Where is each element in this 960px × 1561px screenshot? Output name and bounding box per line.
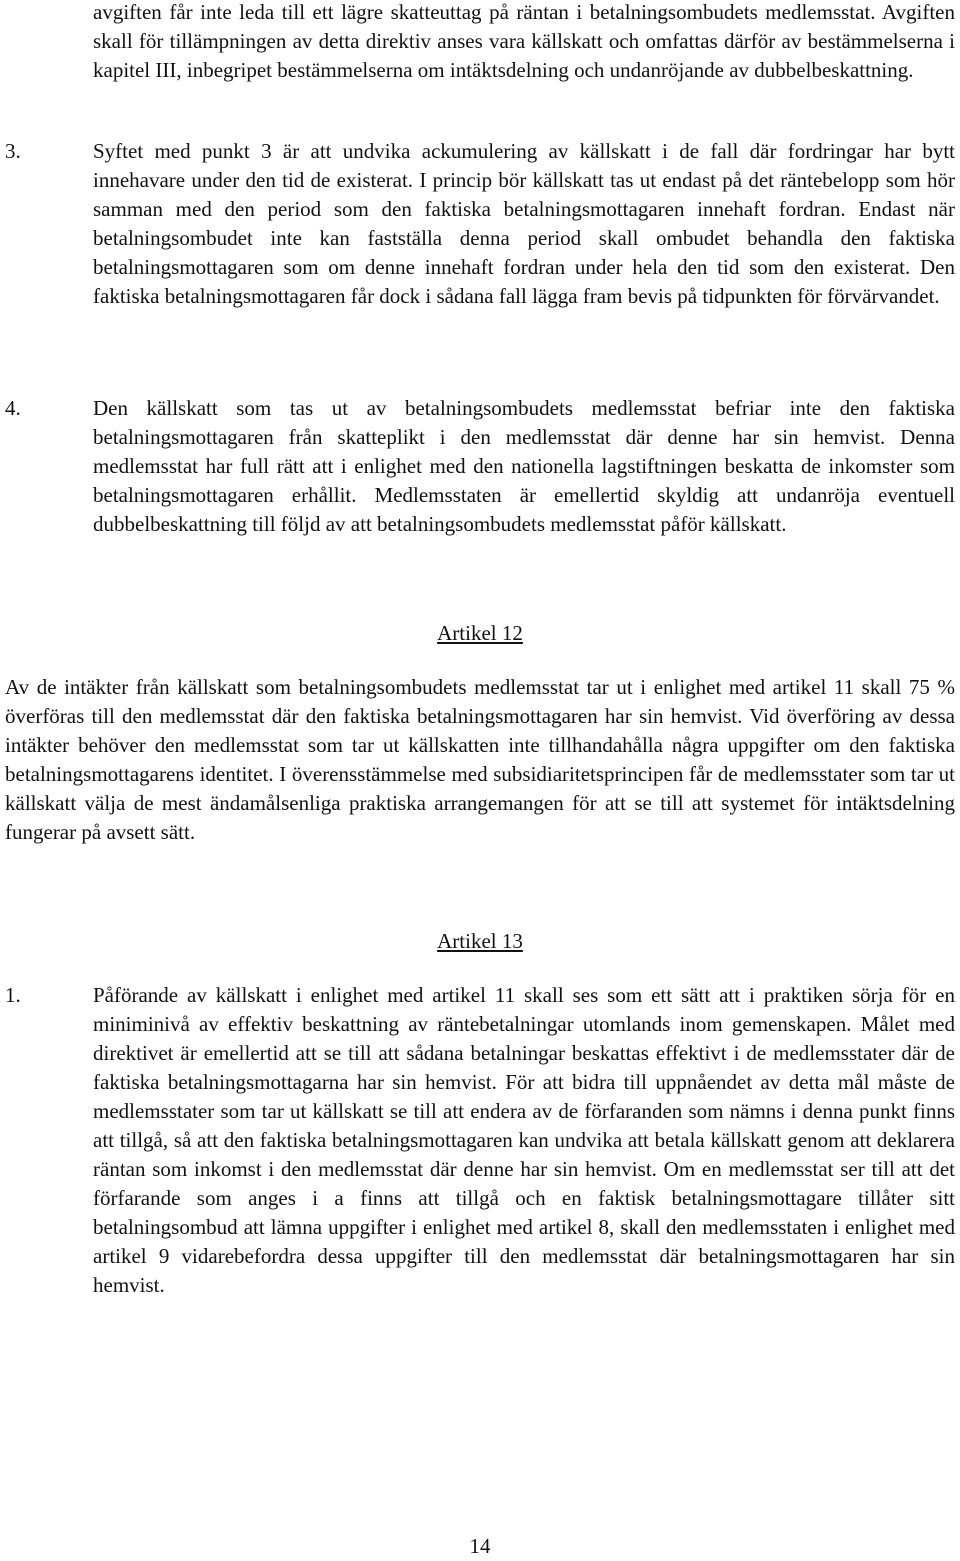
point-4-paragraph: Den källskatt som tas ut av betalningsombudets medlemsstat befriar inte den faktiska betalningsmottagaren från skatteplikt i den medlemsstat där denne har sin hemvist. Denna medlemsstat har full rätt att i enlighet med den nationella lagstiftningen beskatta de inkomster som betalningsmottagaren erhållit. Medlemsstaten är emellertid skyldig att undanröja eventuell dubbelbeskattning till följd av att betalningsombudets medlemsstat påför källskatt. xyxy=(93,396,955,536)
article-12-heading: Artikel 12 xyxy=(437,621,523,645)
intro-paragraph: avgiften får inte leda till ett lägre skatteuttag på räntan i betalningsombudets medlemsstat. Avgiften skall för tillämpningen av detta direktiv anses vara källskatt och omfattas därför av bestämmelserna i kapitel III, inbegripet bestämmelserna om intäktsdelning och undanröjande av dubbelbeskattning. xyxy=(93,0,955,82)
article-13-heading: Artikel 13 xyxy=(437,929,523,953)
article-13-point-1-paragraph: Påförande av källskatt i enlighet med artikel 11 skall ses som ett sätt att i praktiken sörja för en miniminivå av effektiv beskattning av räntebetalningar utomlands inom gemenskapen. Målet med direktivet är emellertid att se till att sådana betalningar beskattas effektivt i de medlemsstater där de faktiska betalningsmottagarna har sin hemvist. För att bidra till uppnåendet av detta mål måste de medlemsstater som tar ut källskatt se till att endera av de förfaranden som nämns i denna punkt finns att tillgå, så att den faktiska betalningsmottagaren kan undvika att betala källskatt genom att deklarera räntan som inkomst i den medlemsstat där denne har sin hemvist. Om en medlemsstat ser till att det förfarande som anges i a finns att tillgå och en faktisk betalningsmottagare tillåter sitt betalningsombud att lämna uppgifter i enlighet med artikel 8, skall den medlemsstaten i enlighet med artikel 9 vidarebefordra dessa uppgifter till den medlemsstat där betalningsmottagaren har sin hemvist. xyxy=(93,983,955,1297)
point-3-paragraph: Syftet med punkt 3 är att undvika ackumulering av källskatt i de fall där fordringar har bytt innehavare under den tid de existerat. I princip bör källskatt tas ut endast på det räntebelopp som hör samman med den period som den faktiska betalningsmottagaren innehaft fordran. Endast när betalningsombudet inte kan fastställa denna period skall ombudet behandla den faktiska betalningsmottagaren som om denne innehaft fordran under hela den tid som den existerat. Den faktiska betalningsmottagaren får dock i sådana fall lägga fram bevis på tidpunkten för förvärvandet. xyxy=(93,139,955,308)
point-4-number: 4. xyxy=(5,396,21,420)
article-13-point-1-number: 1. xyxy=(5,983,21,1007)
point-3-number: 3. xyxy=(5,139,21,163)
page-number: 14 xyxy=(469,1534,491,1558)
article-12-paragraph: Av de intäkter från källskatt som betalningsombudets medlemsstat tar ut i enlighet med artikel 11 skall 75 % överföras till den medlemsstat där den faktiska betalningsmottagaren har sin hemvist. Vid överföring av dessa intäkter behöver den medlemsstat som tar ut källskatten inte tillhandahålla några uppgifter om den faktiska betalningsmottagarens identitet. I överensstämmelse med subsidiaritetsprincipen får de medlemsstater som tar ut källskatt välja de mest ändamålsenliga praktiska arrangemangen för att se till att systemet för intäktsdelning fungerar på avsett sätt. xyxy=(5,675,955,844)
